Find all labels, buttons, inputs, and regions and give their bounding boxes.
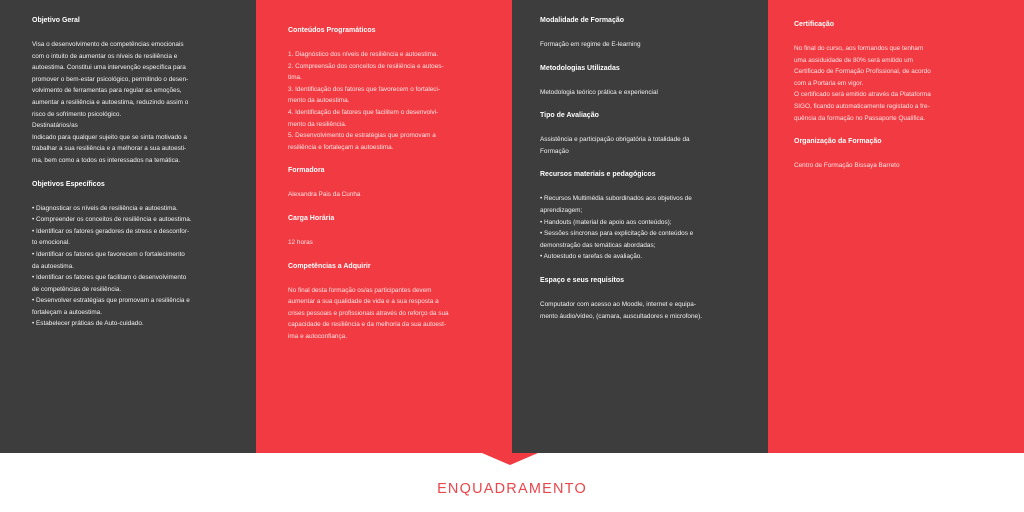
column-conteudos — [256, 0, 512, 453]
espaco-title: Espaço e seus requisitos — [540, 276, 625, 284]
list-item: 4. Identificação de fatores que facilitem o desenvolvi- — [288, 108, 439, 116]
list-item: • Recursos Multimédia subordinados aos objetivos de — [540, 195, 692, 203]
list-item: • Diagnosticar os níveis de resiliência e autoestima. — [32, 204, 178, 212]
list-item: • Handouts (material de apoio aos conteúdos); — [540, 218, 672, 226]
list-item: to emocional. — [32, 239, 71, 247]
list-item: 2. Compreensão dos conceitos de resiliência e autoes- — [288, 62, 444, 70]
text-line: aumentar a sua qualidade de vida e a sua resposta a — [288, 298, 439, 306]
list-item: resiliência e fortaleçam a autoestima. — [288, 143, 394, 151]
column-certificacao — [768, 0, 1024, 453]
list-item: 3. Identificação dos fatores que favorecem o fortaleci- — [288, 85, 441, 93]
list-item: 5. Desenvolvimento de estratégias que promovam a — [288, 132, 436, 140]
list-item: 1. Diagnóstico dos níveis de resiliência e autoestima. — [288, 51, 439, 58]
text-line: Computador com acesso ao Moodle, internet e equipa- — [540, 300, 696, 308]
text-line: Assistência e participação obrigatória à totalidade da — [540, 136, 690, 144]
text-line: ima e autoconfiança. — [288, 332, 347, 340]
pointer-notch — [482, 453, 538, 465]
list-item: mento da resiliência. — [288, 120, 347, 128]
list-item: aprendizagem; — [540, 206, 583, 214]
list-item: • Autoestudo e tarefas de avaliação. — [540, 253, 643, 261]
list-item: • Estabelecer práticas de Auto-cuidado. — [32, 320, 144, 328]
text-line: Certificado de Formação Profissional, de acordo — [794, 68, 931, 76]
espaco-text — [540, 299, 748, 322]
text-line: Formação — [540, 147, 569, 155]
text-line: Visa o desenvolvimento de competências emocionais — [32, 41, 184, 48]
certificacao-text — [794, 43, 1004, 124]
formadora-title: Formadora — [288, 167, 325, 175]
text-line: autoestima. Constitui uma intervenção específica para — [32, 64, 186, 72]
text-line: volvimento de ferramentas para regular as emoções, — [32, 87, 182, 95]
list-item: da autoestima. — [32, 262, 74, 270]
text-line: capacidade de resiliência e da melhoria da sua autoest- — [288, 321, 447, 329]
text-line: risco de sofrimento psicológico. — [32, 110, 122, 118]
list-item: • Identificar os fatores geradores de stress e desconfor- — [32, 227, 190, 235]
conteudos-title: Conteúdos Programáticos — [288, 27, 376, 34]
text-line: O certificado será emitido através da Plataforma — [794, 91, 931, 99]
list-item: • Compreender os conceitos de resiliência e autoestima. — [32, 216, 192, 224]
certificacao-title: Certificação — [794, 21, 835, 28]
avaliacao-text — [540, 134, 748, 157]
text-line: SIGO, ficando automaticamente registado a fre- — [794, 102, 930, 110]
text-line: trabalhar a sua resiliência e a melhorar a sua autoesti- — [32, 145, 187, 153]
formadora-name: Alexandra Pais da Cunha — [288, 191, 361, 199]
text-line: ma, bem como a todos os interessados na temática. — [32, 156, 181, 164]
list-item: • Sessões síncronas para explicitação de conteúdos e — [540, 230, 694, 238]
modalidade-title: Modalidade de Formação — [540, 17, 625, 24]
organizacao-title: Organização da Formação — [794, 138, 882, 146]
text-line: com o intuito de aumentar os níveis de resiliência e — [32, 52, 178, 60]
objetivos-especificos-title: Objetivos Específicos — [32, 180, 105, 188]
text-line: No final desta formação os/as participantes devem — [288, 286, 432, 294]
text-line: Destinatários/as — [32, 122, 78, 130]
list-item: • Identificar os fatores que favorecem o fortalecimento — [32, 250, 185, 258]
metodologias-value: Metodologia teórico prática e experiencial — [540, 88, 658, 96]
list-item: mento da autoestima. — [288, 97, 350, 105]
competencias-title: Competências a Adquirir — [288, 262, 371, 270]
text-line: uma assiduidade de 80% será emitido um — [794, 56, 914, 64]
list-item: • Identificar os fatores que facilitam o desenvolvimento — [32, 274, 187, 282]
objetivo-geral-title: Objetivo Geral — [32, 17, 80, 24]
text-line: promover o bem-estar psicológico, permitindo o desen- — [32, 75, 189, 83]
list-item: de competências de resiliência. — [32, 285, 122, 293]
organizacao-value: Centro de Formação Bissaya Barreto — [794, 162, 900, 170]
text-line: aumentar a resiliência e autoestima, reduzindo assim o — [32, 98, 189, 106]
conteudos-list — [288, 49, 492, 153]
column-objetivos — [0, 0, 256, 453]
text-line: mento áudio/vídeo, (camara, auscultadores e microfone). — [540, 312, 702, 320]
text-line: com a Portaria em vigor. — [794, 79, 864, 87]
column-modalidade — [512, 0, 768, 453]
text-line: Indicado para qualquer sujeito que se sinta motivado a — [32, 133, 187, 141]
list-item: tima. — [288, 74, 302, 82]
text-line: No final do curso, aos formandos que tenham — [794, 45, 924, 52]
avaliacao-title: Tipo de Avaliação — [540, 112, 599, 120]
carga-horaria-value: 12 horas — [288, 238, 313, 246]
text-line: quência da formação no Passaporte Qualifica. — [794, 114, 926, 122]
text-line: crises pessoais e profissionais através do reforço da sua — [288, 309, 449, 317]
recursos-title: Recursos materiais e pedagógicos — [540, 171, 656, 179]
modalidade-value: Formação em regime de E-learning — [540, 41, 641, 48]
competencias-text — [288, 285, 492, 343]
list-item: • Desenvolver estratégias que promovam a resiliência e — [32, 297, 190, 305]
objetivos-especificos-list — [32, 203, 236, 331]
list-item: demonstração das temáticas abordadas; — [540, 241, 656, 249]
objetivo-geral-text — [32, 39, 236, 167]
metodologias-title: Metodologias Utilizadas — [540, 64, 620, 72]
section-title: ENQUADRAMENTO — [437, 481, 587, 497]
list-item: fortaleçam a autoestima. — [32, 308, 102, 316]
carga-horaria-title: Carga Horária — [288, 214, 335, 222]
recursos-list — [540, 193, 748, 263]
